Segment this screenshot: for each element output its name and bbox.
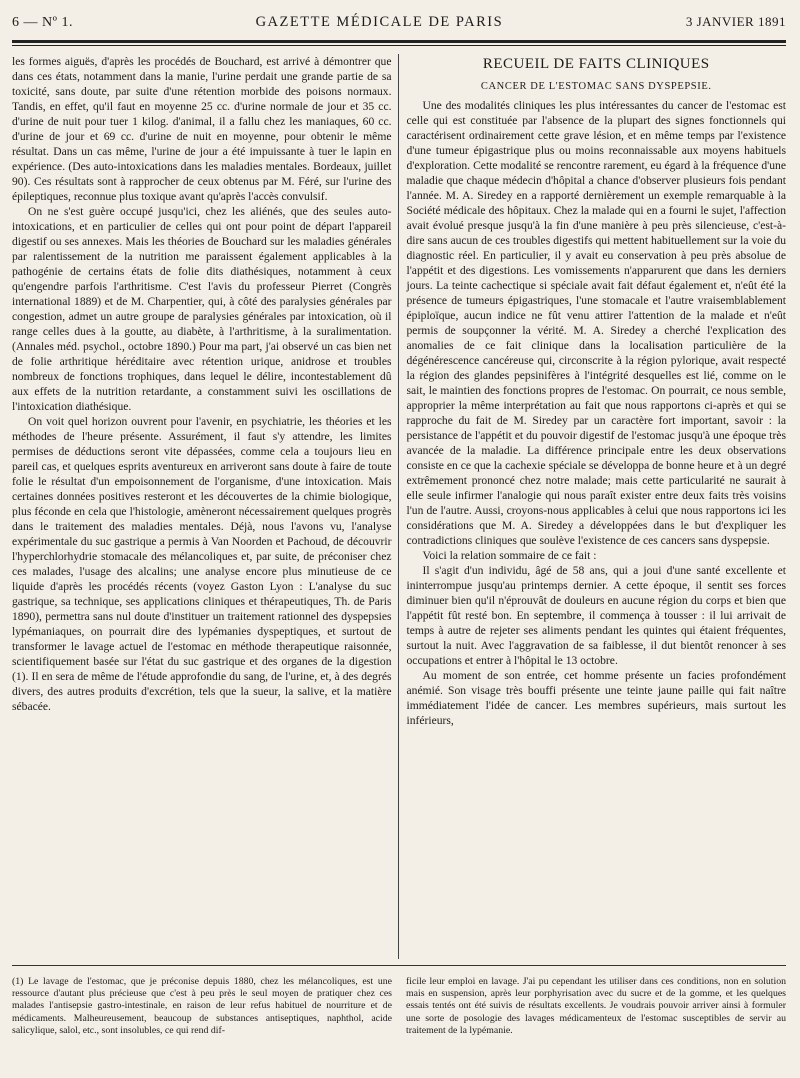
left-paragraph-1: les formes aiguës, d'après les procédés de Bouchard, est arrivé à démontrer que dans ces états, notamment dans la manie, l'urine perdait une grande partie de sa toxicité, sans doute, par suite d'une rétention morbide des poisons normaux. Tandis, en effet, qu'il faut en moyenne 25 cc. d'urine normale de jour et 35 cc. d'urine de nuit pour tuer 1 kilog. d'animal, il a fallu chez les maniaques, 60 cc. d'urine de jour et 69 cc. d'urine de nuit en moyenne, pour obtenir le même résultat. Dans un cas même, l'urine de jour a été impuissante à tuer le lapin en expérience. (Des auto-intoxications dans les maladies mentales. Bordeaux, juillet 90). Ces résultats sont à rapprocher de ceux obtenus par M. Féré, sur l'urine des épileptiques, reconnue plus toxique avant qu'après l'accès convulsif. [12, 55, 392, 203]
footnote-right: ficile leur emploi en lavage. J'ai pu cependant les utiliser dans ces conditions, non en solution mais en suspension, après leur porphyrisation avec du sucre et de la gomme, et les quelques essais tentés ont été suivis de résultats excellents. Je voudrais pouvoir arriver ainsi à formuler une sorte de posologie des lavages médicamenteux de l'estomac susceptibles de servir au traitement de la lypémanie. [406, 976, 786, 1036]
body-columns [12, 54, 786, 959]
right-column [399, 54, 787, 959]
left-paragraph-2: On ne s'est guère occupé jusqu'ici, chez les aliénés, que des seules auto-intoxications, et en particulier de celles qui ont pour point de départ l'appareil digestif ou ses annexes. Mais les théories de Bouchard sur les maladies générales par ralentissement de la nutrition me paraissent également applicables à la pathogénie de certains états de folie dits diathésiques, notamment à ceux qu'engendre parfois l'arthritisme. C'est l'avis du professeur Pierret (Congrès international 1889) et de M. Charpentier, qui, à côté des paralysies générales par congestion, admet un autre groupe de paralysies générales par intoxication, où il range celles dues à la goutte, au diabète, à l'arthritisme, à la suralimentation. (Annales méd. psychol., octobre 1890.) Pour ma part, j'ai observé un cas bien net de folie arthritique héréditaire avec rétention urique, anidrose et troubles nombreux de fonctions trophiques, dans lequel le délire, incontestablement dû aux effets de la nutrition retardante, a constamment suivi les oscillations de l'intoxication diathésique. [12, 205, 392, 413]
issue-date: 3 JANVIER 1891 [685, 14, 786, 29]
right-paragraph-2: Voici la relation sommaire de ce fait : [422, 549, 597, 562]
page-header [12, 14, 786, 34]
header-rule-thin [12, 45, 786, 46]
journal-title: GAZETTE MÉDICALE DE PARIS [255, 14, 504, 30]
header-rule-thick [12, 40, 786, 43]
right-paragraph-4: Au moment de son entrée, cet homme présente un facies profondément anémié. Son visage très bouffi présente une teinte jaune paille qui fait naître immédiatement l'idée de cancer. Les membres supérieurs, mais surtout les inférieurs, [406, 669, 786, 727]
newspaper-page [12, 14, 786, 1072]
footnote-left: (1) Le lavage de l'estomac, que je préconise depuis 1880, chez les mélancoliques, est une ressource d'autant plus précieuse que c'est à peu près le seul moyen de pratiquer chez ces malades l'antisepsie gastro-intestinale, en raison de leur refus habituel de nourriture et de médicaments. Malheureusement, beaucoup de substances antiseptiques, naphthol, acide salicylique, salol, etc., sont insolubles, ce qui rend dif- [12, 976, 392, 1036]
left-paragraph-3: On voit quel horizon ouvrent pour l'avenir, en psychiatrie, les théories et les méthodes de l'heure présente. Assurément, il faut s'y attendre, les limites permises de déductions seront vite dépassées, comme cela a toujours lieu en pareil cas, et quelques esprits aventureux en arriveront sans doute à faire de toute folie le résultat d'un empoisonnement de l'organisme, d'une intoxication. Mais certaines données positives resteront et les découvertes de la chimie biologique, plus féconde en cela que l'histologie, amèneront nécessairement quelques progrès dans le traitement des maladies mentales. Déjà, nous l'avons vu, l'analyse expérimentale du suc gastrique a permis à Van Noorden et Pachoud, de découvrir l'hyperchlorhydrie stomacale des mélancoliques et, par suite, de préconiser chez ces malades, l'usage des alcalins; une analyse encore plus minutieuse de ce liquide d'après les procédés récents (voyez Gaston Lyon : L'analyse du suc gastrique, sa technique, ses applications cliniques et thérapeutiques, Th. de Paris 1890), permettra sans nul doute d'instituer un traitement rationnel des dyspepsies lypémaniaques, on pourrait dire des lypémanies dyspeptiques, et surtout de transformer le lavage actuel de l'estomac en méthode therapeutique raisonnée, scientifiquement basée sur l'état du suc gastrique et des organes de la digestion (1). Il en sera de même de l'étude approfondie du sang, de l'urine, et, à des degrés divers, des autres produits d'excrétion, tels que la sueur, la salive, et la matière sébacée. [12, 415, 392, 713]
footnote-rule [12, 965, 786, 966]
section-title: RECUEIL DE FAITS CLINIQUES [482, 56, 710, 72]
right-paragraph-3: Il s'agit d'un individu, âgé de 58 ans, qui a joui d'une santé excellente et ininterrompue jusqu'au printemps dernier. A cette époque, il sentit ses forces diminuer bien qu'il n'éprouvât de douleurs en aucune région du corps et bien que l'appétit fût resté bon. En septembre, il commença à tousser : il lui arrivait de temps à autre de rejeter ses aliments pendant les quintes qui étaient fréquentes, surtout la nuit. Avec l'aggravation de sa faiblesse, il dut bientôt renoncer à ses occupations et entrer à l'hôpital le 13 octobre. [406, 564, 786, 667]
left-column [12, 54, 399, 959]
page-number: 6 — Nº 1. [12, 15, 73, 30]
right-paragraph-1: Une des modalités cliniques les plus intéressantes du cancer de l'estomac est celle qui est constituée par l'absence de la plupart des signes fonctionnels qui caractérisent ordinairement cette grave lésion, et en même temps par l'existence d'une tumeur épigastrique plus ou moins reconnaissable aux moyens habituels d'exploration. Cette modalité se rencontre rarement, eu égard à la fréquence d'une maladie que chaque médecin d'hôpital a chance d'observer plusieurs fois pendant l'année. M. A. Siredey en a rapporté dernièrement un exemple remarquable à la Société médicale des hôpitaux. Chez la malade qui en a fourni le sujet, l'affection avait évolué presque jusqu'à la fin d'une manière à peu près silencieuse, c'est-à-dire sans aucun de ces troubles digestifs qui mettent habituellement sur la voie du diagnostic réel. En particulier, il y avait eu conservation à peu près absolue de l'appétit et des digestions. Les vomissements n'apparurent que dans les derniers jours. La teinte cachectique si spéciale avait fait défaut également et, n'eût été la présence de tumeurs épigastriques, l'une stomacale et l'autre vraisemblablement épiploïque, aucun indice ne fût venu attirer l'attention de la malade et n'eût permis de soupçonner la vérité. M. A. Siredey a cherché l'explication des anomalies de ce fait clinique dans la localisation particulière de la dégénérescence cancéreuse qui, circonscrite à la région pylorique, avait respecté la région des glandes pepsinifères à l'intégrité desquelles est lié, comme on le sait, le maintien des fonctions propres de l'estomac. On pourrait, ce nous semble, approprier la même interprétation au fait que nous rapportons ci-après et qui se rapproche du fait de M. Siredey par un caractère fort important, savoir : la persistance de l'appétit et du pouvoir digestif de l'estomac jusqu'à une époque très avancée de la maladie. La différence principale entre les deux observations consiste en ce que la cachexie spéciale se développa de bonne heure et à un degré extrêmement prononcé chez notre malade; mais cette particularité ne saurait à elle seule infirmer l'analogie qui nous paraît exister entre deux faits très voisins l'un de l'autre. Aussi, croyons-nous applicables à celui que nous rapportons ici les considérations que M. A. Siredey a développées dans le but d'expliquer les contradictions cliniques que soulève l'existence de ces cancers sans dyspepsie. [406, 99, 786, 547]
article-title: CANCER DE L'ESTOMAC SANS DYSPEPSIE. [480, 81, 712, 92]
footnotes [12, 976, 786, 1076]
